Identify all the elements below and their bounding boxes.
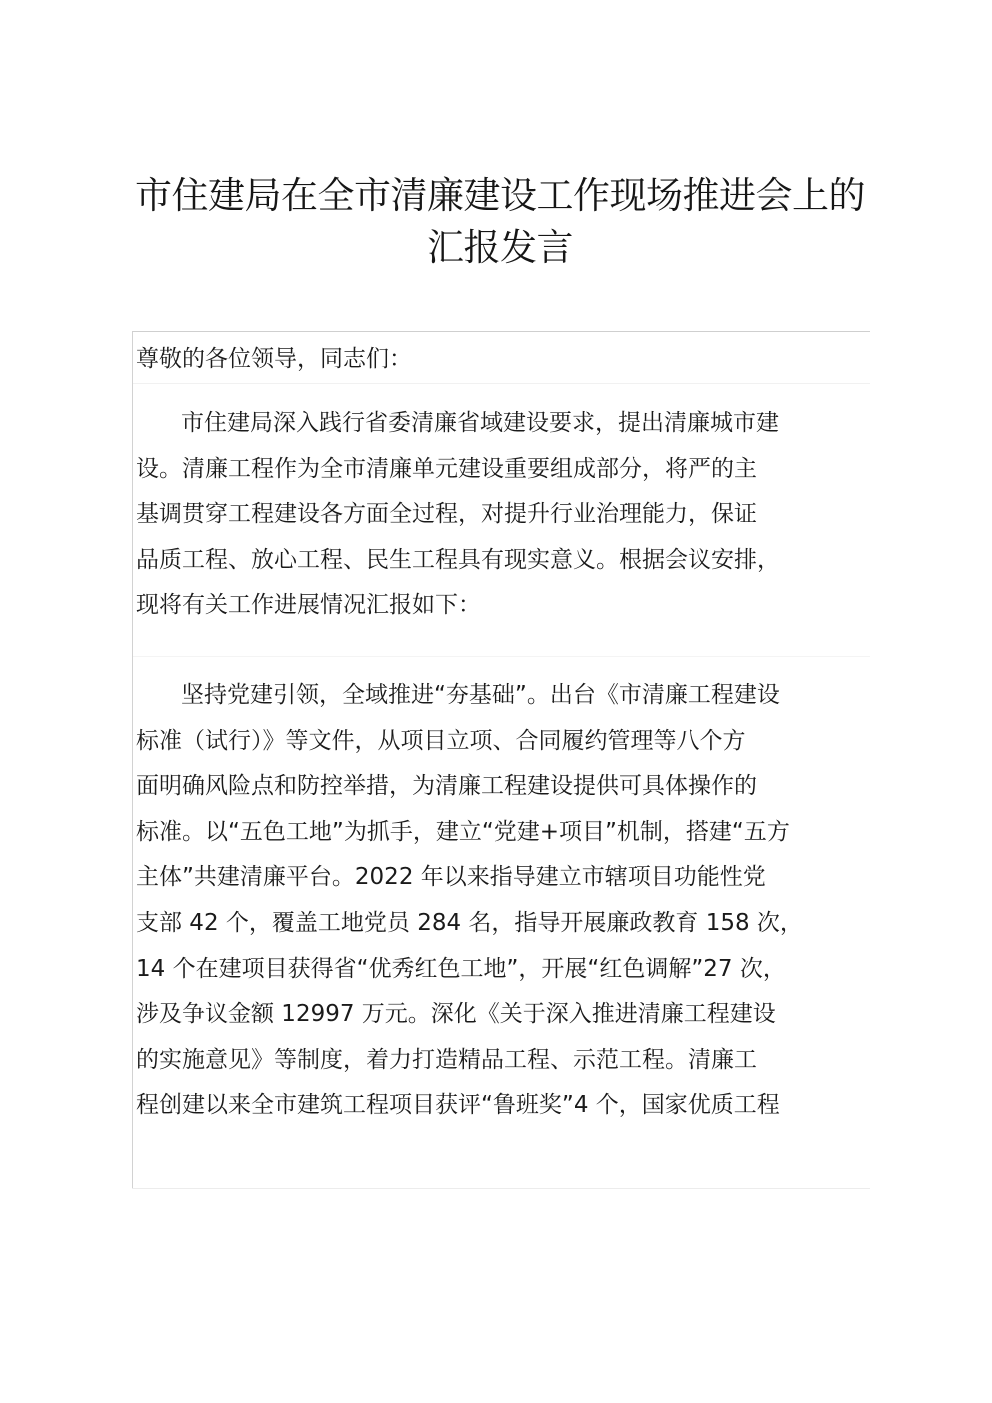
paragraph-line: 市住建局深入践行省委清廉省域建设要求，提出清廉城市建 [181, 410, 779, 436]
paragraph-line: 现将有关工作进展情况汇报如下： [136, 592, 481, 619]
paragraph-line: 支部 42 个，覆盖工地党员 284 名，指导开展廉政教育 158 次， [136, 909, 803, 936]
divider [133, 656, 870, 657]
divider [133, 383, 870, 384]
paragraph-line: 程创建以来全市建筑工程项目获评“鲁班奖”4 个，国家优质工程 [136, 1092, 780, 1119]
salutation: 尊敬的各位领导，同志们： [136, 346, 412, 372]
paragraph-line: 基调贯穿工程建设各方面全过程，对提升行业治理能力，保证 [136, 501, 757, 528]
paragraph-line: 标准。以“五色工地”为抓手，建立“党建+项目”机制，搭建“五方 [136, 818, 790, 845]
title-line-1: 市住建局在全市清廉建设工作现场推进会上的 [135, 174, 865, 217]
paragraph-line: 主体”共建清廉平台。2022 年以来指导建立市辖项目功能性党 [136, 864, 766, 891]
paragraph-line: 设。清廉工程作为全市清廉单元建设重要组成部分，将严的主 [136, 455, 757, 482]
paragraph-intro [136, 401, 881, 629]
paragraph-line: 品质工程、放心工程、民生工程具有现实意义。根据会议安排， [136, 546, 780, 573]
document-title [100, 170, 900, 274]
paragraph-line: 的实施意见》等制度，着力打造精品工程、示范工程。清廉工 [136, 1046, 757, 1073]
paragraph-line: 面明确风险点和防控举措，为清廉工程建设提供可具体操作的 [136, 773, 757, 800]
title-line-2: 汇报发言 [427, 226, 573, 269]
paragraph-line: 标准（试行）》等文件，从项目立项、合同履约管理等八个方 [136, 727, 746, 754]
document-body [132, 331, 870, 1189]
paragraph-line: 涉及争议金额 12997 万元。深化《关于深入推进清廉工程建设 [136, 1001, 776, 1028]
paragraph-line: 坚持党建引领，全域推进“夯基础”。出台《市清廉工程建设 [181, 682, 780, 708]
paragraph-line: 14 个在建项目获得省“优秀红色工地”，开展“红色调解”27 次， [136, 955, 786, 982]
paragraph-party-building [136, 673, 881, 1129]
content-bottom-edge [132, 1188, 870, 1189]
